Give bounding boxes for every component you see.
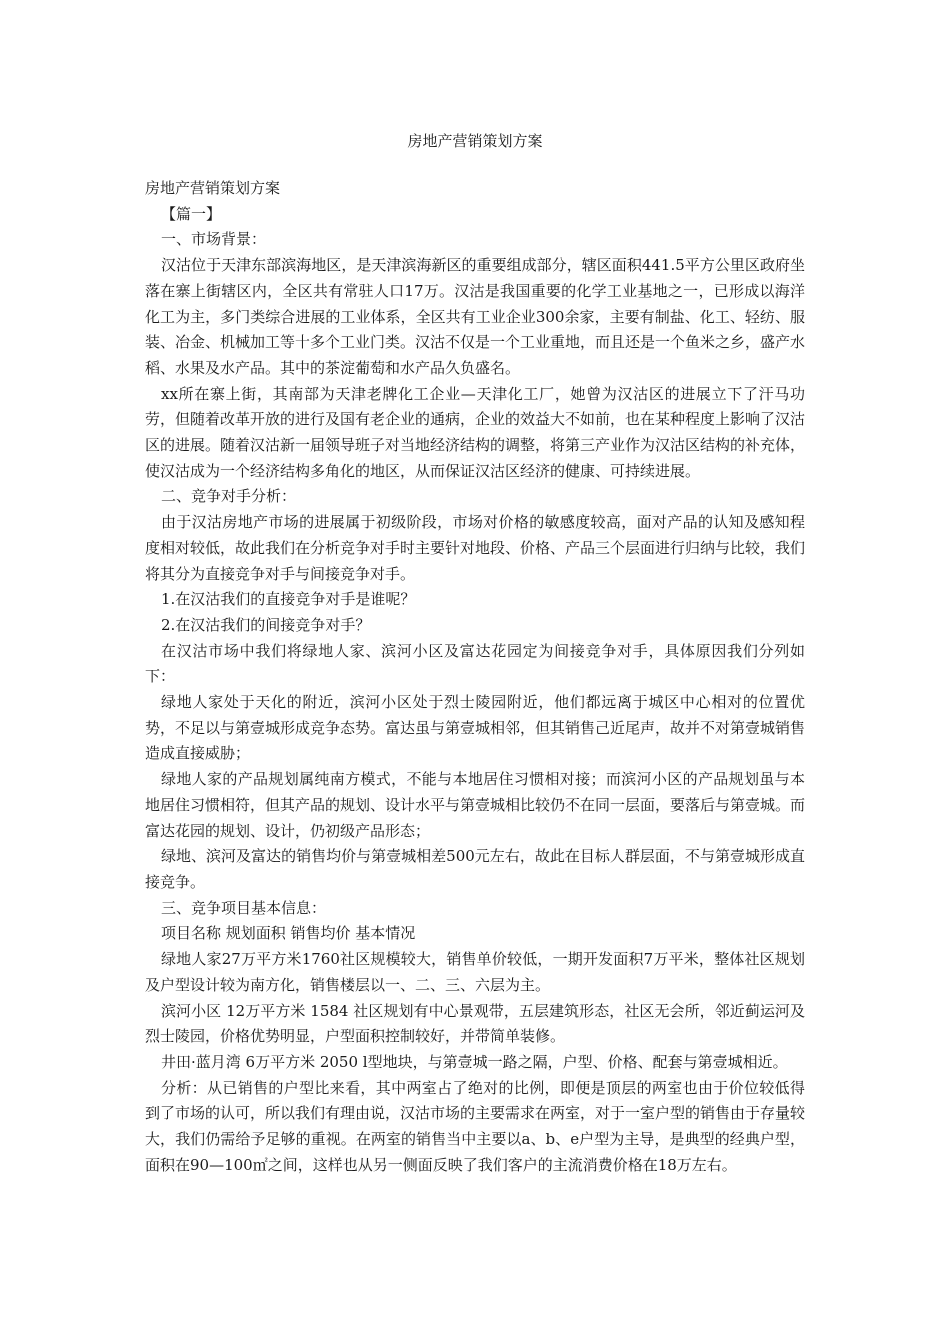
body-paragraph: 1.在汉沽我们的直接竞争对手是谁呢？ [161,590,416,609]
body-paragraph: 汉沽位于天津东部滨海地区，是天津滨海新区的重要组成部分，辖区面积441.5平方公里区政府坐落在寨上街辖区内，全区共有常驻人口17万。汉沽是我国重要的化学工业基地之一，已形成以海洋化工为主，多门类综合进展的工业体系，全区共有工业企业300余家，主要有制盐、化工、轻纺、服装、冶金、机械加工等十多个工业门类。汉沽不仅是一个工业重地，而且还是一个鱼米之乡，盛产水稻、水果及水产品。其中的茶淀葡萄和水产品久负盛名。 [145,256,806,377]
body-paragraph: 绿地人家27万平方米1760社区规模较大，销售单价较低，一期开发面积7万平米，整体社区规划及户型设计较为南方化，销售楼层以一、二、三、六层为主。 [145,950,805,994]
body-paragraph: 滨河小区 12万平方米 1584 社区规划有中心景观带，五层建筑形态，社区无会所，邻近蓟运河及烈士陵园，价格优势明显，户型面积控制较好，并带简单装修。 [145,1001,805,1046]
body-paragraph: 2.在汉沽我们的间接竞争对手？ [161,615,371,634]
body-paragraph: 井田·蓝月湾 6万平方米 2050 l型地块，与第壹城一路之隔，户型、价格、配套与第壹城相近。 [161,1052,788,1071]
body-paragraph: 一、市场背景： [161,230,267,249]
body-paragraph: 绿地人家处于天化的附近，滨河小区处于烈士陵园附近，他们都远离于城区中心相对的位置优势，不足以与第壹城形成竞争态势。富达虽与第壹城相邻，但其销售己近尾声，故并不对第壹城销售造成直接威胁； [145,693,806,763]
body-paragraph: 项目名称 规划面积 销售均价 基本情况 [161,924,416,943]
body-paragraph: 在汉沽市场中我们将绿地人家、滨河小区及富达花园定为间接竞争对手，具体原因我们分列如下： [145,641,805,686]
body-paragraph: 二、竞争对手分析： [161,487,297,506]
body-paragraph: 三、竞争项目基本信息： [161,898,327,917]
body-paragraph: 由于汉沽房地产市场的进展属于初级阶段，市场对价格的敏感度较高，面对产品的认知及感知程度相对较低，故此我们在分析竞争对手时主要针对地段、价格、产品三个层面进行归纳与比较，我们将其分为直接竞争对手与间接竞争对手。 [145,513,806,583]
body-paragraph: 【篇一】 [161,204,222,223]
document-title: 房地产营销策划方案 [407,132,543,150]
document-subtitle: 房地产营销策划方案 [145,179,281,197]
body-paragraph: 绿地人家的产品规划属纯南方模式，不能与本地居住习惯相对接；而滨河小区的产品规划虽与本地居住习惯相符，但其产品的规划、设计水平与第壹城相比较仍不在同一层面，要落后与第壹城。而富达花园的规划、设计，仍初级产品形态； [145,770,806,840]
document-body [145,176,805,1178]
body-paragraph: xx所在寨上街，其南部为天津老牌化工企业—天津化工厂，她曾为汉沽区的进展立下了汗马功劳，但随着改革开放的进行及国有老企业的通病，企业的效益大不如前，也在某种程度上影响了汉沽区的进展。随着汉沽新一届领导班子对当地经济结构的调整，将第三产业作为汉沽区结构的补充体，使汉沽成为一个经济结构多角化的地区，从而保证汉沽区经济的健康、可持续进展。 [145,384,806,480]
body-paragraph: 分析：从已销售的户型比来看，其中两室占了绝对的比例，即便是顶层的两室也由于价位较低得到了市场的认可，所以我们有理由说，汉沽市场的主要需求在两室，对于一室户型的销售由于存量较大，我们仍需给予足够的重视。在两室的销售当中主要以a、b、e户型为主导，是典型的经典户型，面积在90—100㎡之间，这样也从另一侧面反映了我们客户的主流消费价格在18万左右。 [145,1078,806,1174]
body-paragraph: 绿地、滨河及富达的销售均价与第壹城相差500元左右，故此在目标人群层面，不与第壹城形成直接竞争。 [145,847,805,891]
